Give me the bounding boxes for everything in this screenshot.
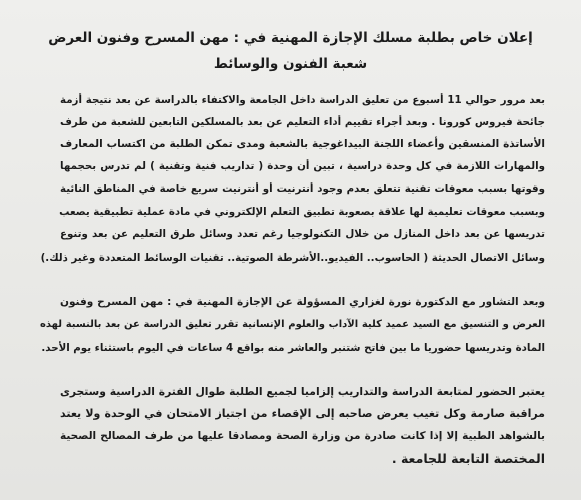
paragraph-1-line-8: وسائل الاتصال الحديثة ( الحاسوب.. الفيديو..الأشرطة الصوتية.. تقنيات الوسائط المتعددة وغير ذلك.) bbox=[40, 252, 545, 264]
paragraph-3-line-3: بالشواهد الطبية إلا إذا كانت صادرة من وزارة الصحة ومصادقا عليها من طرف المصالح الصحية bbox=[60, 430, 545, 442]
paragraph-1-line-6: وبسبب معوقات تعليمية لها علاقة بصعوبة تطبيق التعلم الإلكتروني في مادة عملية تطبيقية يصعب bbox=[59, 206, 545, 218]
paragraph-2-line-3: المادة وتدريسها حضوريا ما بين فاتح شتنبر والعاشر منه بواقع 4 ساعات في اليوم باستثناء يوم الأحد. bbox=[41, 342, 545, 354]
paragraph-1-line-3: الأساتذة المنسقين وأعضاء اللجنة البيداغوجية بالشعبة ومدى تمكن الطلبة من اكتساب المعارف bbox=[60, 138, 545, 150]
paragraph-3-line-1: يعتبر الحضور لمتابعة الدراسة والتداريب إلزاميا لجميع الطلبة طوال الفترة الدراسية وستجرى bbox=[60, 385, 545, 398]
announcement-title: إعلان خاص بطلبة مسلك الإجازة المهنية في : مهن المسرح وفنون العرض bbox=[48, 30, 533, 46]
paragraph-1-line-2: جائحة فيروس كورونا . وبعد أجراء تقييم أداء التعليم عن بعد بالمسلكين التابعين للشعبة من طرف bbox=[60, 116, 545, 128]
paragraph-1-line-7: تدريسها عن بعد داخل المنازل من خلال التكنولوجيا رغم تعدد وسائل طرق التعليم عن بعد وتنوع bbox=[60, 228, 545, 240]
paragraph-2-line-1: وبعد التشاور مع الدكتورة نورة لغزاري المسؤولة عن الإجازة المهنية في : مهن المسرح وفنون bbox=[60, 296, 545, 308]
paragraph-1-line-4: والمهارات اللازمة في كل وحدة دراسية ، تبين أن وحدة ( تداريب فنية وتقنية ) لم تدرس بحجمها bbox=[60, 160, 545, 172]
paragraph-1-line-1: بعد مرور حوالي 11 أسبوع من تعليق الدراسة داخل الجامعة والاكتفاء بالدراسة عن بعد نتيجة أزمة bbox=[60, 94, 545, 106]
paragraph-3-line-2: مراقبة صارمة وكل تغيب يعرض صاحبه إلى الإقصاء من اجتياز الامتحان في الوحدة ولا يعتد bbox=[60, 407, 545, 420]
paragraph-2-line-2: العرض و التنسيق مع السيد عميد كلية الآداب والعلوم الإنسانية تقرر تعليق الدراسة عن بعد بالنسبة لهذه bbox=[40, 319, 545, 330]
paragraph-3-line-4: المختصة التابعة للجامعة . bbox=[391, 451, 545, 466]
paragraph-1-line-5: وقوتها بسبب معوقات تقنية تتعلق بعدم وجود أنترنيت أو أنترنيت سريع خاصة في المناطق النائية bbox=[60, 183, 545, 195]
department-subtitle: شعبة الفنون والوسائط bbox=[213, 56, 368, 72]
